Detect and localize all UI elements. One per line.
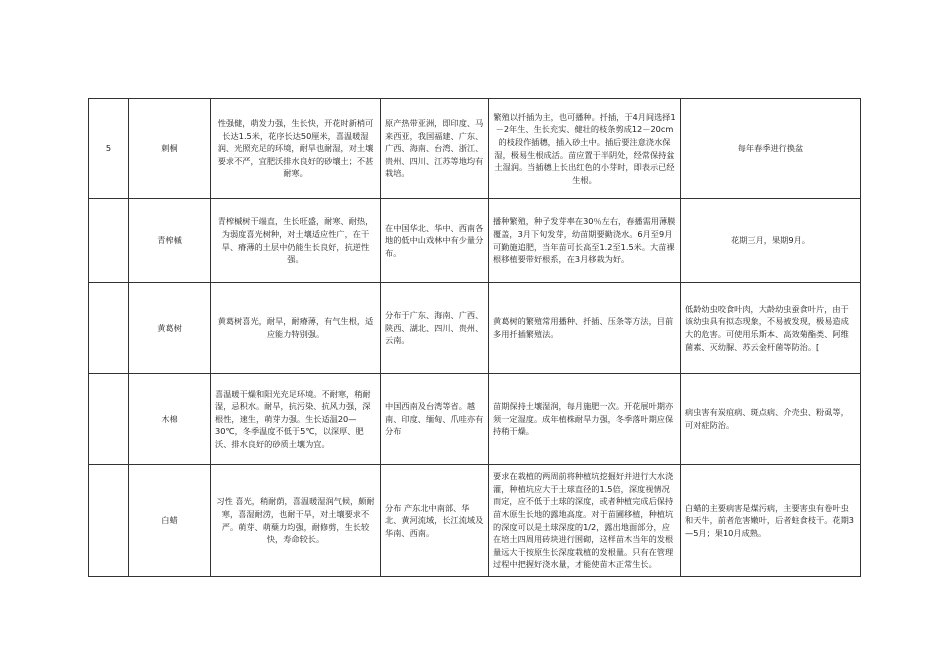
cultivation-cell: 繁殖以扦插为主，也可播种。扦插，于4月间选择1－2年生、生长充实、健壮的枝条剪成12－20cm的枝段作插穗，插入砂土中。插后要注意浇水保湿，极易生根成活。苗应置于半阴处，经常保持盆土湿润。当插穗上长出红色的小芽时，即表示已经生根。 — [489, 99, 681, 199]
habit-cell: 习性 喜光，稍耐荫，喜温暖湿润气候，颇耐寒，喜湿耐涝，也耐干旱，对土壤要求不严。萌芽、萌蘖力均强，耐修剪，生长较快，寿命较长。 — [211, 465, 381, 577]
plant-name: 木棉 — [129, 374, 211, 465]
distribution-cell: 中国西南及台湾等省。越南、印度、缅甸、爪哇亦有分布 — [381, 374, 489, 465]
row-number — [89, 465, 129, 577]
table-row — [89, 199, 861, 283]
distribution-cell: 原产热带亚洲，即印度、马来西亚，我国福建、广东、广西、海南、台湾、浙江、贵州、四川、江苏等地均有栽培。 — [381, 99, 489, 199]
row-number — [89, 374, 129, 465]
notes-cell: 花期三月，果期9月。 — [681, 199, 861, 283]
plant-name: 黄葛树 — [129, 283, 211, 374]
distribution-cell: 在中国华北、华中、西南各地的低中山戏林中有少量分布。 — [381, 199, 489, 283]
table-row — [89, 374, 861, 465]
habit-cell: 性强健，萌发力强，生长快，开花时新梢可长达1.5米，花序长达50厘米，喜温暖湿润、光照充足的环境，耐旱也耐湿，对土壤要求不严，宜肥沃排水良好的砂壤土；不甚耐寒。 — [211, 99, 381, 199]
row-number — [89, 283, 129, 374]
plant-name: 刺桐 — [129, 99, 211, 199]
cultivation-cell: 黄葛树的繁殖常用播种、扦插、压条等方法，目前多用扦插繁殖法。 — [489, 283, 681, 374]
distribution-cell: 分布 产东北中南部、华北、黄河流域，长江流域及华南、西南。 — [381, 465, 489, 577]
cultivation-cell: 要求在栽植的两周前将种植坑挖掘好并进行大水浇灌，种植坑应大于土球直径的1.5倍，深度视情况而定，应不低于土球的深度，或者种植完成后保持苗木原生长地的露地高度。对于苗圃移植，种植坑的深度可以是土球深度的1/2，露出地面部分，应在培土四周用砖块进行围砌，这样苗木当年的发根量远大于按原生长深度栽植的发根量。只有在管理过程中把握好浇水量，才能使苗木正常生长。 — [489, 465, 681, 577]
table-row — [89, 465, 861, 577]
habit-cell: 青榨槭树干端直，生长旺盛，耐寒、耐热，为弱度喜光树种，对土壤适应性广，在干旱、瘠薄的土层中仍能生长良好，抗逆性强。 — [211, 199, 381, 283]
plant-name: 白蜡 — [129, 465, 211, 577]
cultivation-cell: 苗期保持土壤湿润，每月施肥一次。开花展叶期亦须一定湿度。成年植株耐旱力强，冬季落叶期应保持稍干燥。 — [489, 374, 681, 465]
notes-cell: 白蜡的主要病害是煤污病，主要害虫有卷叶虫和天牛，前者危害嫩叶，后者蛀食枝干。花期3—5月；果10月成熟。 — [681, 465, 861, 577]
habit-cell: 喜温暖干燥和阳光充足环境。不耐寒，稍耐湿，忌积水。耐旱，抗污染、抗风力强，深根性，速生，萌芽力强。生长适温20—30℃，冬季温度不低于5℃，以深厚、肥沃、排水良好的砂质土壤为宜。 — [211, 374, 381, 465]
row-number: 5 — [89, 99, 129, 199]
row-number — [89, 199, 129, 283]
cultivation-cell: 播种繁殖，种子发芽率在30％左右，春播需用薄膜覆盖，3月下旬发芽，幼苗期要勤浇水。6月至9月可勤施追肥，当年苗可长高至1.2至1.5米。大苗裸根移植要带好根系，在3月移栽为好。 — [489, 199, 681, 283]
table-row — [89, 283, 861, 374]
table-row — [89, 99, 861, 199]
notes-cell: 病虫害有炭疽病、斑点病、介壳虫、粉虱等，可对症防治。 — [681, 374, 861, 465]
plant-name: 青榨槭 — [129, 199, 211, 283]
notes-cell: 低龄幼虫咬食叶肉，大龄幼虫蚕食叶片，由于该幼虫具有拟态现象，不易被发现，极易造成大的危害。可使用乐斯本、高效菊酯类、阿维菌素、灭幼脲、苏云金杆菌等防治。[ — [681, 283, 861, 374]
notes-cell: 每年春季进行换盆 — [681, 99, 861, 199]
distribution-cell: 分布于广东、海南、广西、陕西、湖北、四川、贵州、云南。 — [381, 283, 489, 374]
habit-cell: 黄葛树喜光，耐旱，耐瘠薄，有气生根，适应能力特别强。 — [211, 283, 381, 374]
plant-info-table — [88, 98, 861, 577]
